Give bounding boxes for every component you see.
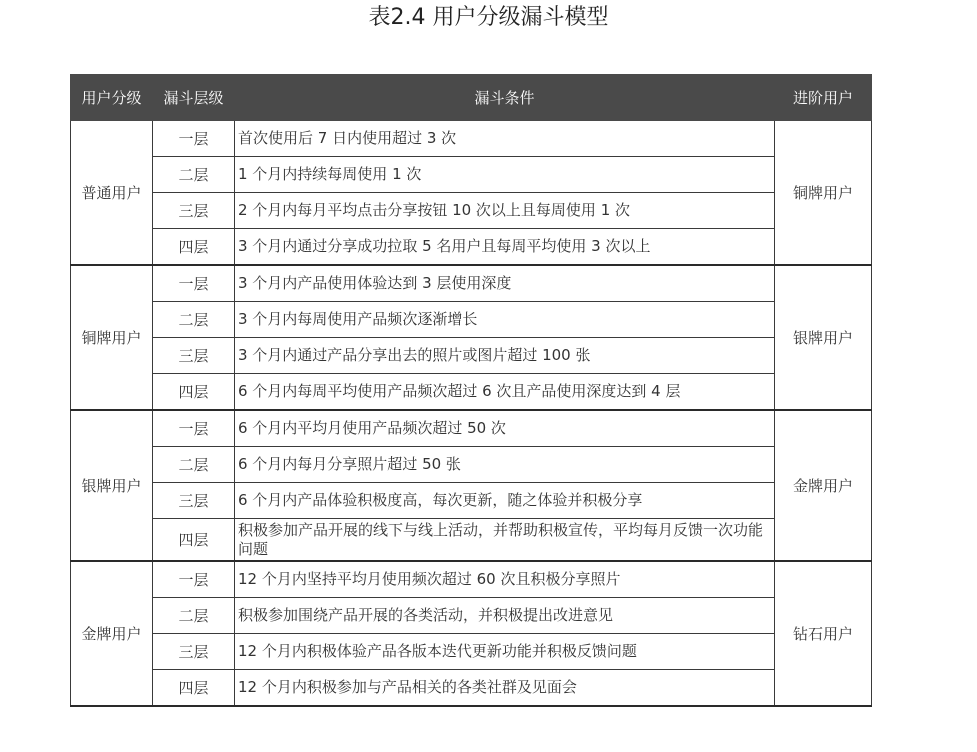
condition-cell: 积极参加产品开展的线下与线上活动，并帮助积极宣传，平均每月反馈一次功能问题	[235, 519, 775, 562]
user-level-cell: 银牌用户	[71, 410, 153, 561]
layer-cell: 三层	[153, 338, 235, 374]
advanced-user-cell: 金牌用户	[775, 410, 872, 561]
advanced-user-cell: 银牌用户	[775, 265, 872, 410]
layer-cell: 四层	[153, 229, 235, 266]
condition-cell: 积极参加围绕产品开展的各类活动，并积极提出改进意见	[235, 598, 775, 634]
layer-cell: 二层	[153, 447, 235, 483]
table-row	[71, 483, 872, 519]
funnel-table	[70, 74, 872, 707]
table-row	[71, 374, 872, 411]
layer-cell: 三层	[153, 193, 235, 229]
condition-cell: 6 个月内每月分享照片超过 50 张	[235, 447, 775, 483]
condition-cell: 首次使用后 7 日内使用超过 3 次	[235, 121, 775, 157]
table-row	[71, 121, 872, 157]
condition-cell: 6 个月内平均月使用产品频次超过 50 次	[235, 410, 775, 447]
table-row	[71, 670, 872, 707]
condition-cell: 3 个月内每周使用产品频次逐渐增长	[235, 302, 775, 338]
table-row	[71, 265, 872, 302]
layer-cell: 二层	[153, 302, 235, 338]
layer-cell: 四层	[153, 374, 235, 411]
condition-cell: 6 个月内产品体验积极度高，每次更新，随之体验并积极分享	[235, 483, 775, 519]
condition-cell: 12 个月内积极参加与产品相关的各类社群及见面会	[235, 670, 775, 707]
table-row	[71, 410, 872, 447]
advanced-user-cell: 钻石用户	[775, 561, 872, 706]
condition-cell: 2 个月内每月平均点击分享按钮 10 次以上且每周使用 1 次	[235, 193, 775, 229]
layer-cell: 一层	[153, 561, 235, 598]
table-row	[71, 519, 872, 562]
table-row	[71, 447, 872, 483]
layer-cell: 一层	[153, 410, 235, 447]
table-row	[71, 634, 872, 670]
table-row	[71, 561, 872, 598]
condition-cell: 1 个月内持续每周使用 1 次	[235, 157, 775, 193]
layer-cell: 四层	[153, 519, 235, 562]
table-row	[71, 302, 872, 338]
header-advanced-user: 进阶用户	[775, 75, 872, 121]
table-row	[71, 193, 872, 229]
layer-cell: 二层	[153, 598, 235, 634]
layer-cell: 一层	[153, 121, 235, 157]
table-row	[71, 598, 872, 634]
layer-cell: 三层	[153, 634, 235, 670]
layer-cell: 四层	[153, 670, 235, 707]
header-funnel-condition: 漏斗条件	[235, 75, 775, 121]
layer-cell: 二层	[153, 157, 235, 193]
table-row	[71, 229, 872, 266]
condition-cell: 3 个月内通过产品分享出去的照片或图片超过 100 张	[235, 338, 775, 374]
layer-cell: 一层	[153, 265, 235, 302]
condition-cell: 3 个月内通过分享成功拉取 5 名用户且每周平均使用 3 次以上	[235, 229, 775, 266]
header-row	[71, 75, 872, 121]
layer-cell: 三层	[153, 483, 235, 519]
header-funnel-layer: 漏斗层级	[153, 75, 235, 121]
condition-cell: 12 个月内积极体验产品各版本迭代更新功能并积极反馈问题	[235, 634, 775, 670]
user-level-cell: 金牌用户	[71, 561, 153, 706]
table-title: 表2.4 用户分级漏斗模型	[368, 5, 609, 30]
condition-cell: 6 个月内每周平均使用产品频次超过 6 次且产品使用深度达到 4 层	[235, 374, 775, 411]
advanced-user-cell: 铜牌用户	[775, 121, 872, 266]
table-row	[71, 338, 872, 374]
user-level-cell: 普通用户	[71, 121, 153, 266]
condition-cell: 12 个月内坚持平均月使用频次超过 60 次且积极分享照片	[235, 561, 775, 598]
user-level-cell: 铜牌用户	[71, 265, 153, 410]
condition-cell: 3 个月内产品使用体验达到 3 层使用深度	[235, 265, 775, 302]
table-row	[71, 157, 872, 193]
header-user-level: 用户分级	[71, 75, 153, 121]
